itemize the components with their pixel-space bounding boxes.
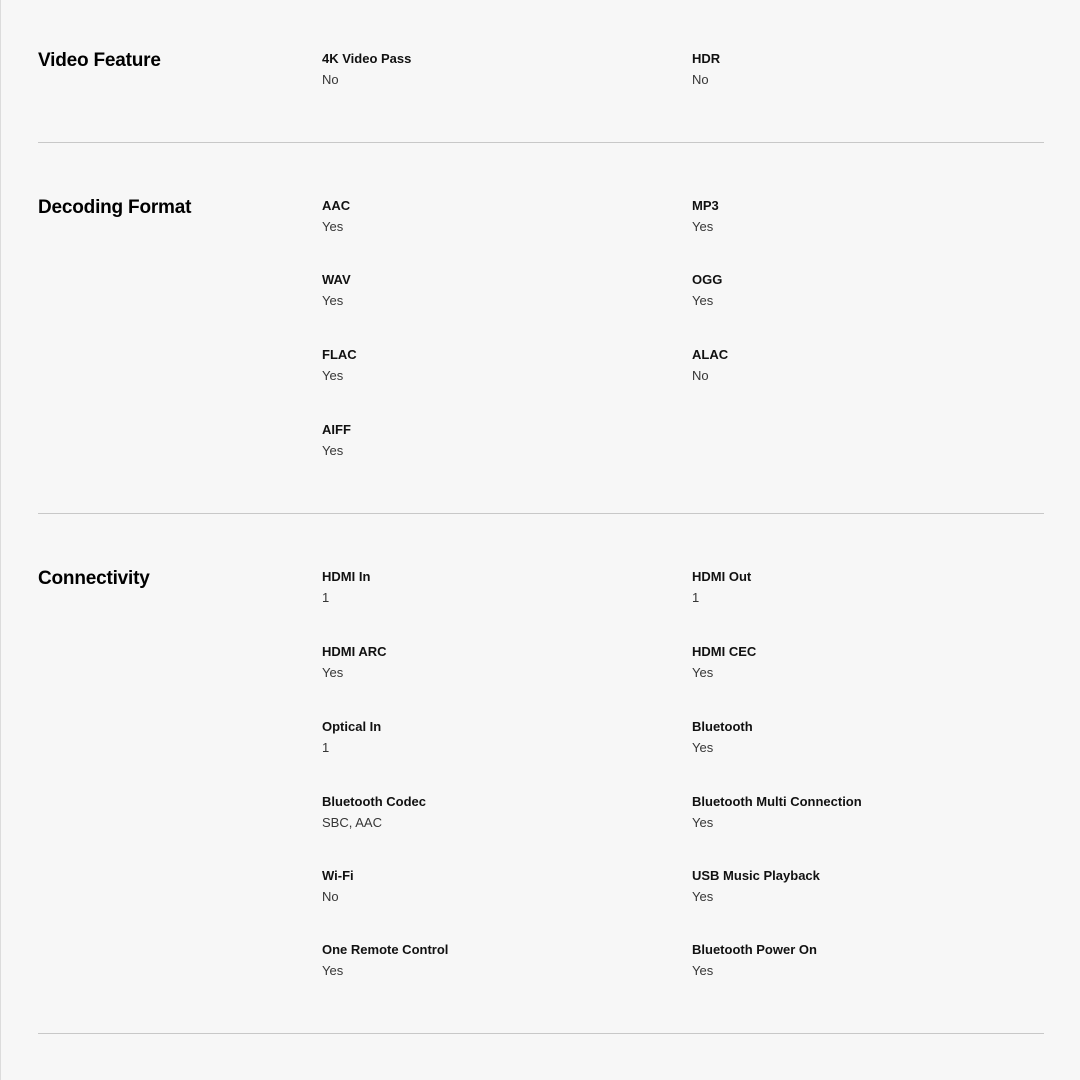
spec-label: HDMI Out (692, 569, 752, 584)
spec-label: AIFF (322, 422, 351, 437)
spec-label: ALAC (692, 347, 729, 362)
section-divider (38, 513, 1044, 514)
spec-item-bluetooth-power-on (692, 941, 1032, 979)
spec-label: Wi-Fi (322, 868, 354, 883)
spec-value: Yes (692, 219, 714, 234)
spec-value: 1 (322, 590, 330, 605)
spec-item-bluetooth-multi-connection (692, 793, 1032, 831)
spec-value: No (322, 889, 339, 904)
spec-value: Yes (692, 665, 714, 680)
spec-label: 4K Video Pass (322, 51, 412, 66)
spec-label: FLAC (322, 347, 357, 362)
spec-item-mp3 (692, 197, 1032, 235)
spec-value: No (322, 72, 339, 87)
section-title: Decoding Format (38, 197, 192, 218)
spec-value: Yes (322, 219, 344, 234)
spec-value: 1 (322, 740, 330, 755)
spec-label: MP3 (692, 198, 719, 213)
spec-value: Yes (692, 740, 714, 755)
spec-value: SBC, AAC (322, 815, 382, 830)
spec-item-aac (322, 197, 662, 235)
spec-value: Yes (692, 963, 714, 978)
spec-item-hdr (692, 50, 1032, 88)
spec-value: Yes (692, 815, 714, 830)
spec-item-flac (322, 346, 662, 384)
spec-item-hdmi-arc (322, 643, 662, 681)
spec-item-wav (322, 271, 662, 309)
section-divider (38, 142, 1044, 143)
spec-label: HDMI In (322, 569, 371, 584)
section-divider (38, 1033, 1044, 1034)
spec-label: AAC (322, 198, 351, 213)
spec-label: Bluetooth Multi Connection (692, 794, 862, 809)
spec-value: No (692, 368, 709, 383)
spec-value: Yes (692, 293, 714, 308)
spec-value: Yes (322, 368, 344, 383)
spec-label: Bluetooth Codec (322, 794, 426, 809)
spec-label: One Remote Control (322, 942, 449, 957)
spec-item-4k-video-pass (322, 50, 662, 88)
spec-value: 1 (692, 590, 700, 605)
spec-label: HDMI CEC (692, 644, 757, 659)
spec-label: HDR (692, 51, 721, 66)
section-title: Connectivity (38, 568, 150, 589)
section-title: Video Feature (38, 50, 161, 71)
spec-item-bluetooth (692, 718, 1032, 756)
spec-item-ogg (692, 271, 1032, 309)
spec-value: Yes (322, 293, 344, 308)
spec-item-one-remote-control (322, 941, 662, 979)
spec-item-hdmi-out (692, 568, 1032, 606)
spec-label: Bluetooth (692, 719, 753, 734)
spec-item-hdmi-in (322, 568, 662, 606)
spec-label: HDMI ARC (322, 644, 387, 659)
spec-item-hdmi-cec (692, 643, 1032, 681)
spec-label: Bluetooth Power On (692, 942, 817, 957)
spec-value: Yes (322, 665, 344, 680)
spec-item-aiff (322, 421, 662, 459)
spec-value: Yes (692, 889, 714, 904)
spec-label: OGG (692, 272, 723, 287)
spec-item-optical-in (322, 718, 662, 756)
spec-value: Yes (322, 963, 344, 978)
spec-item-wi-fi (322, 867, 662, 905)
spec-label: Optical In (322, 719, 382, 734)
spec-item-alac (692, 346, 1032, 384)
spec-label: USB Music Playback (692, 868, 820, 883)
spec-item-usb-music-playback (692, 867, 1032, 905)
spec-item-bluetooth-codec (322, 793, 662, 831)
spec-value: No (692, 72, 709, 87)
spec-label: WAV (322, 272, 351, 287)
spec-value: Yes (322, 443, 344, 458)
